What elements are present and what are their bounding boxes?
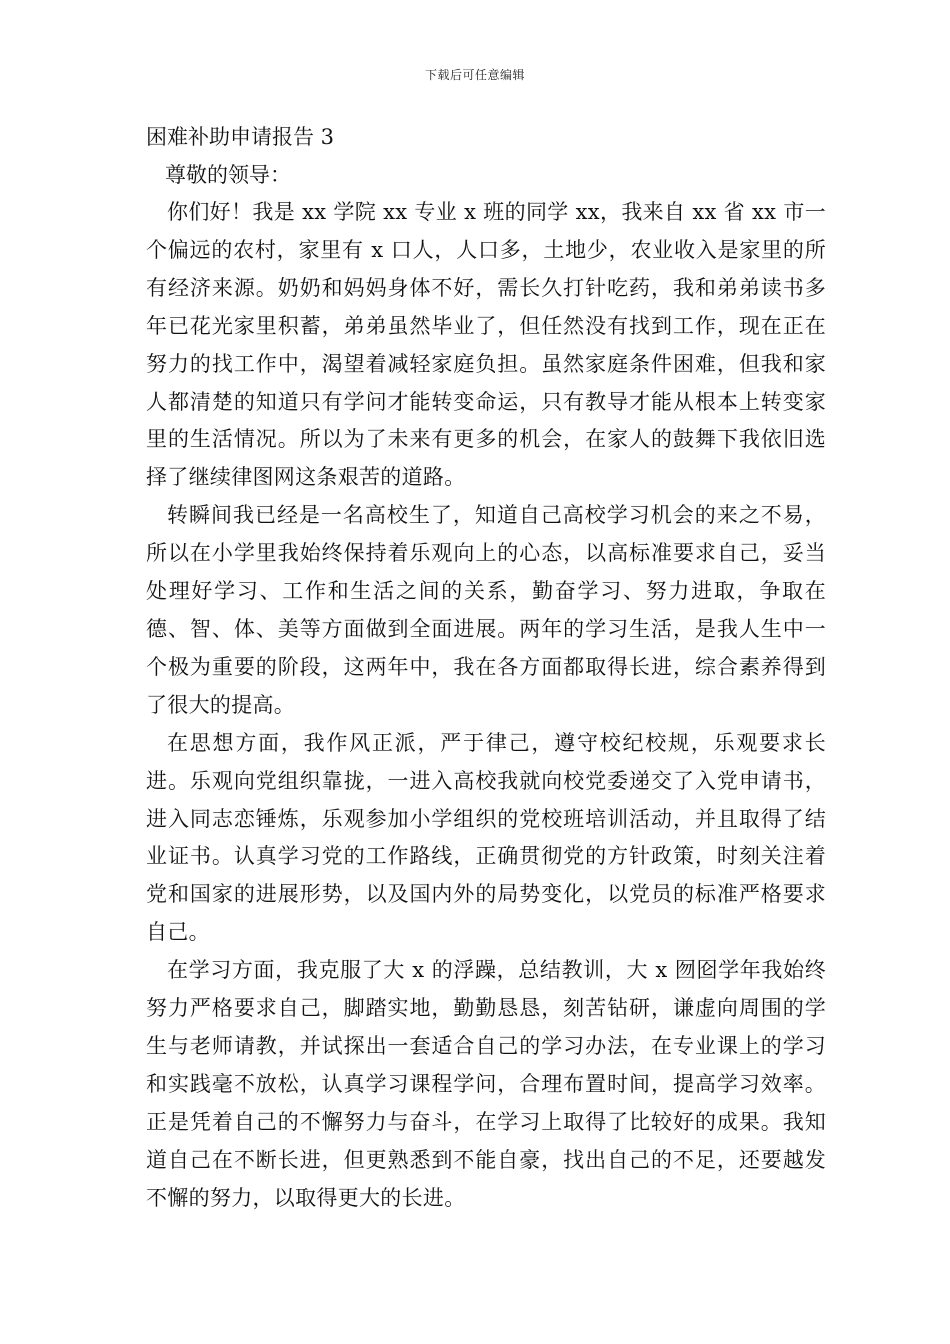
document-title: 困难补助申请报告 3 (146, 125, 335, 149)
paragraph-family-background: 你们好！我是 xx 学院 xx 专业 x 班的同学 xx，我来自 xx 省 xx 市一个偏远的农村，家里有 x 口人，人口多，土地少，农业收入是家里的所有经济来源。奶奶和妈妈身体不好，需长久打针吃药，我和弟弟读书多年已花光家里积蓄，弟弟虽然毕业了，但任然没有找到工作，现在正在努力的找工作中，渴望着减轻家庭负担。虽然家庭条件困难，但我和家人都清楚的知道只有学问才能转变命运，只有教导才能从根本上转变家里的生活情况。所以为了未来有更多的机会，在家人的鼓舞下我依旧选择了继续律图网这条艰苦的道路。 (146, 200, 826, 490)
paragraph-ideology: 在思想方面，我作风正派，严于律己，遵守校纪校规，乐观要求长进。乐观向党组织靠拢，一进入高校我就向校党委递交了入党申请书，进入同志恋锤炼，乐观参加小学组织的党校班培训活动，并且取得了结业证书。认真学习党的工作路线，正确贯彻党的方针政策，时刻关注着党和国家的进展形势，以及国内外的局势变化，以党员的标准严格要求自己。 (146, 730, 826, 945)
document-body (146, 118, 826, 1217)
paragraph-academics: 在学习方面，我克服了大 x 的浮躁，总结教训，大 x 囫囵学年我始终努力严格要求自己，脚踏实地，勤勤恳恳，刻苦钻研，谦虚向周围的学生与老师请教，并试探出一套适合自己的学习办法，在专业课上的学习和实践毫不放松，认真学习课程学问，合理布置时间，提高学习效率。正是凭着自己的不懈努力与奋斗，在学习上取得了比较好的成果。我知道自己在不断长进，但更熟悉到不能自豪，找出自己的不足，还要越发不懈的努力，以取得更大的长进。 (146, 958, 826, 1210)
paragraph-study-attitude: 转瞬间我已经是一名高校生了，知道自己高校学习机会的来之不易，所以在小学里我始终保持着乐观向上的心态，以高标准要求自己，妥当处理好学习、工作和生活之间的关系，勤奋学习、努力进取，争取在德、智、体、美等方面做到全面进展。两年的学习生活，是我人生中一个极为重要的阶段，这两年中，我在各方面都取得长进，综合素养得到了很大的提高。 (146, 503, 826, 717)
salutation: 尊敬的领导： (165, 163, 291, 187)
page-header-note: 下载后可任意编辑 (424, 68, 525, 82)
